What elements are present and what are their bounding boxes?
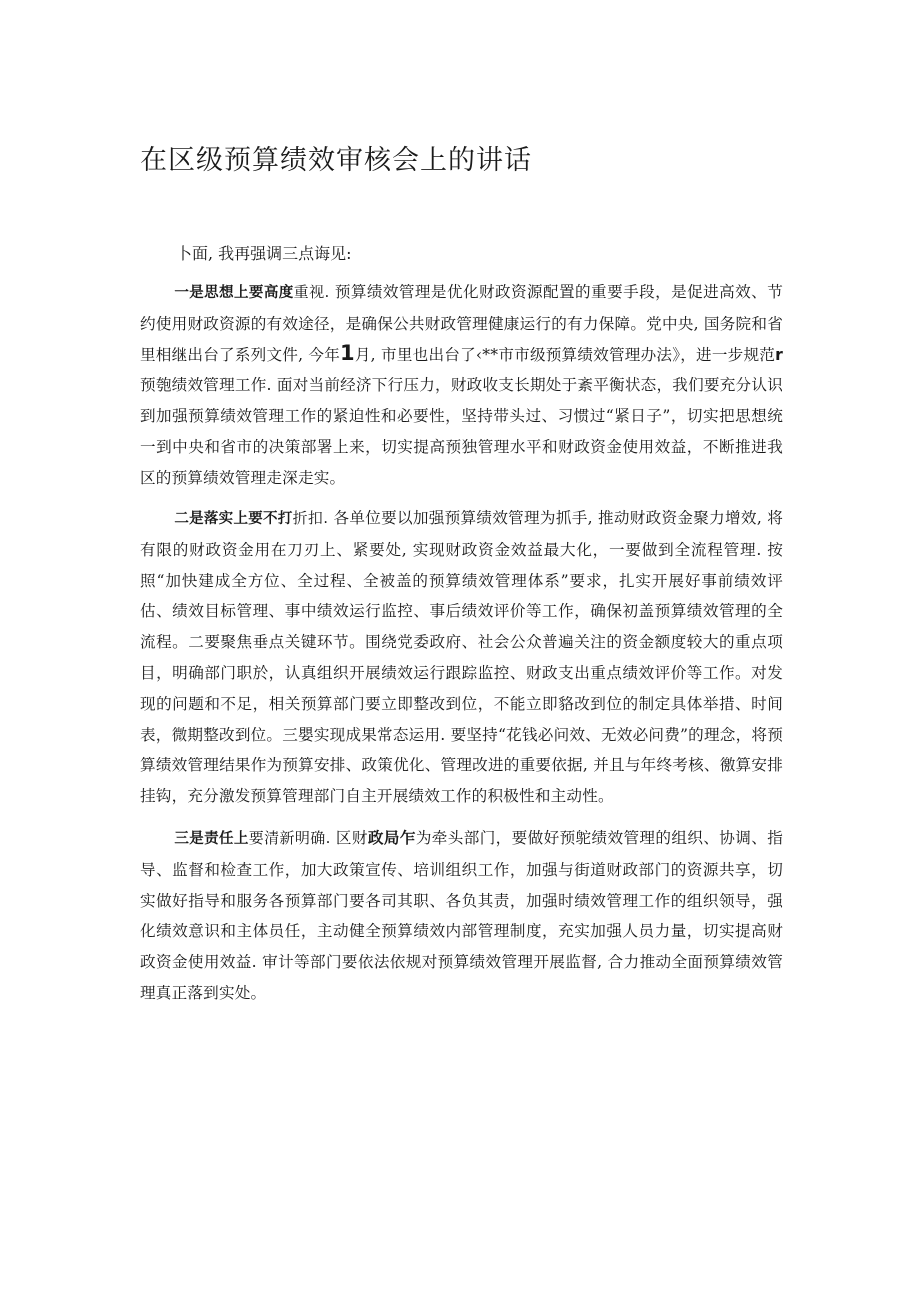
paragraph-1-text-c: 预匏绩效管理工作. 面对当前经济下行压力，财政收支长期处于紊平衡状态，我们要充分认识到加强预算绩效管理工作的紧迫性和必要性，坚持带头过、习惯过“紧日子”，切实把思想统一到中央和省市的决策部署上来，切实提高预独管理水平和财政资金使用效益，不断推进我区的预算绩效管理走深走实。 <box>140 376 783 487</box>
paragraph-3-bold-phrase: 政局乍 <box>367 829 416 847</box>
paragraph-3-lead: 三是责任上 <box>174 831 249 847</box>
paragraph-1-month: 1 <box>340 340 355 365</box>
paragraph-3 <box>140 823 783 1009</box>
intro-line: 卜面, 我再强调三点诲见: <box>176 244 352 263</box>
paragraph-3-lead-rest: 要清新明确. <box>248 829 331 847</box>
paragraph-2 <box>140 503 783 812</box>
paragraph-2-text: 各单位要以加强预算绩效管理为抓手, 推动财政资金聚力增效, 将有限的财政资金用在刀刃上、紧要处, 实现财政资金效益最大化，一要做到全流程管理. 按照“加快建成全方位、全过程、全被盖的预算绩效管理体系”要求，扎实开展好事前绩效评估、绩效目标管理、事中绩效运行监控、事后绩效评价等工作，确保初盖预算绩效管理的全流程。二要聚焦垂点关键环节。围绕党委政府、社会公众普遍关注的资金额度较大的重点项目，明确部门职於，认真组织开展绩效运行跟踪监控、财政支出重点绩效评价等工作。对发现的问题和不足，相关预算部门要立即整改到位，不能立即貉改到位的制定具体举措、时间表，微期整改到位。三嬰实现成果常态运用. 要坚持“花钱必问效、无效必问费”的理念，将预算绩效管理结果作为预算安排、政策优化、管理改进的重要依据, 并且与年终考核、徼算安排挂钩，充分激发预算管理部门自主开展绩效工作的积极性和主动性。 <box>140 509 784 806</box>
paragraph-1-lead-rest: 重视. <box>293 283 330 301</box>
paragraph-1-glyph: r <box>775 345 783 364</box>
paragraph-1-lead: 一是思想上要高度 <box>174 285 294 301</box>
paragraph-2-lead-rest: 折扣. <box>292 509 329 527</box>
paragraph-1 <box>140 277 783 494</box>
paragraph-1-text-b: 月, 市里也出台了‹**市市级预算绩效管理办法》，进一步规范 <box>354 345 776 364</box>
paragraph-3-text-b: 为牵头部门，要做好预鸵绩效管理的组织、协调、指导、监督和检查工作，加大政策宣传、培训组织工作，加强与街道财政部门的资源共享，切实做好指导和服务各预算部门要各司其职、各负其责，加强时绩效管理工作的组织领导，强化绩效意识和主体员任，主动健全预算绩效内部管理制度，充实加强人员力量，切实提高财政资金使用效益. 审计等部门要依法依规对预算绩效管理开展监督, 合力推动全面预算绩效管理真正落到实处。 <box>140 829 784 1002</box>
paragraph-1-text-a: 预算绩效管理是优化财政资源配置的重要手段，是促进高效、节约使用财政资源的有效途径，是确保公共财政管理健康运行的有力保障。党中央, 国务院和省里相继出台了系列文件, 今年 <box>140 283 783 364</box>
document-title: 在区级预算绩效审核会上的讲话 <box>140 145 532 176</box>
paragraph-3-text-a: 区财 <box>330 829 368 847</box>
paragraph-2-lead: 二是落实上要不打 <box>174 511 293 527</box>
